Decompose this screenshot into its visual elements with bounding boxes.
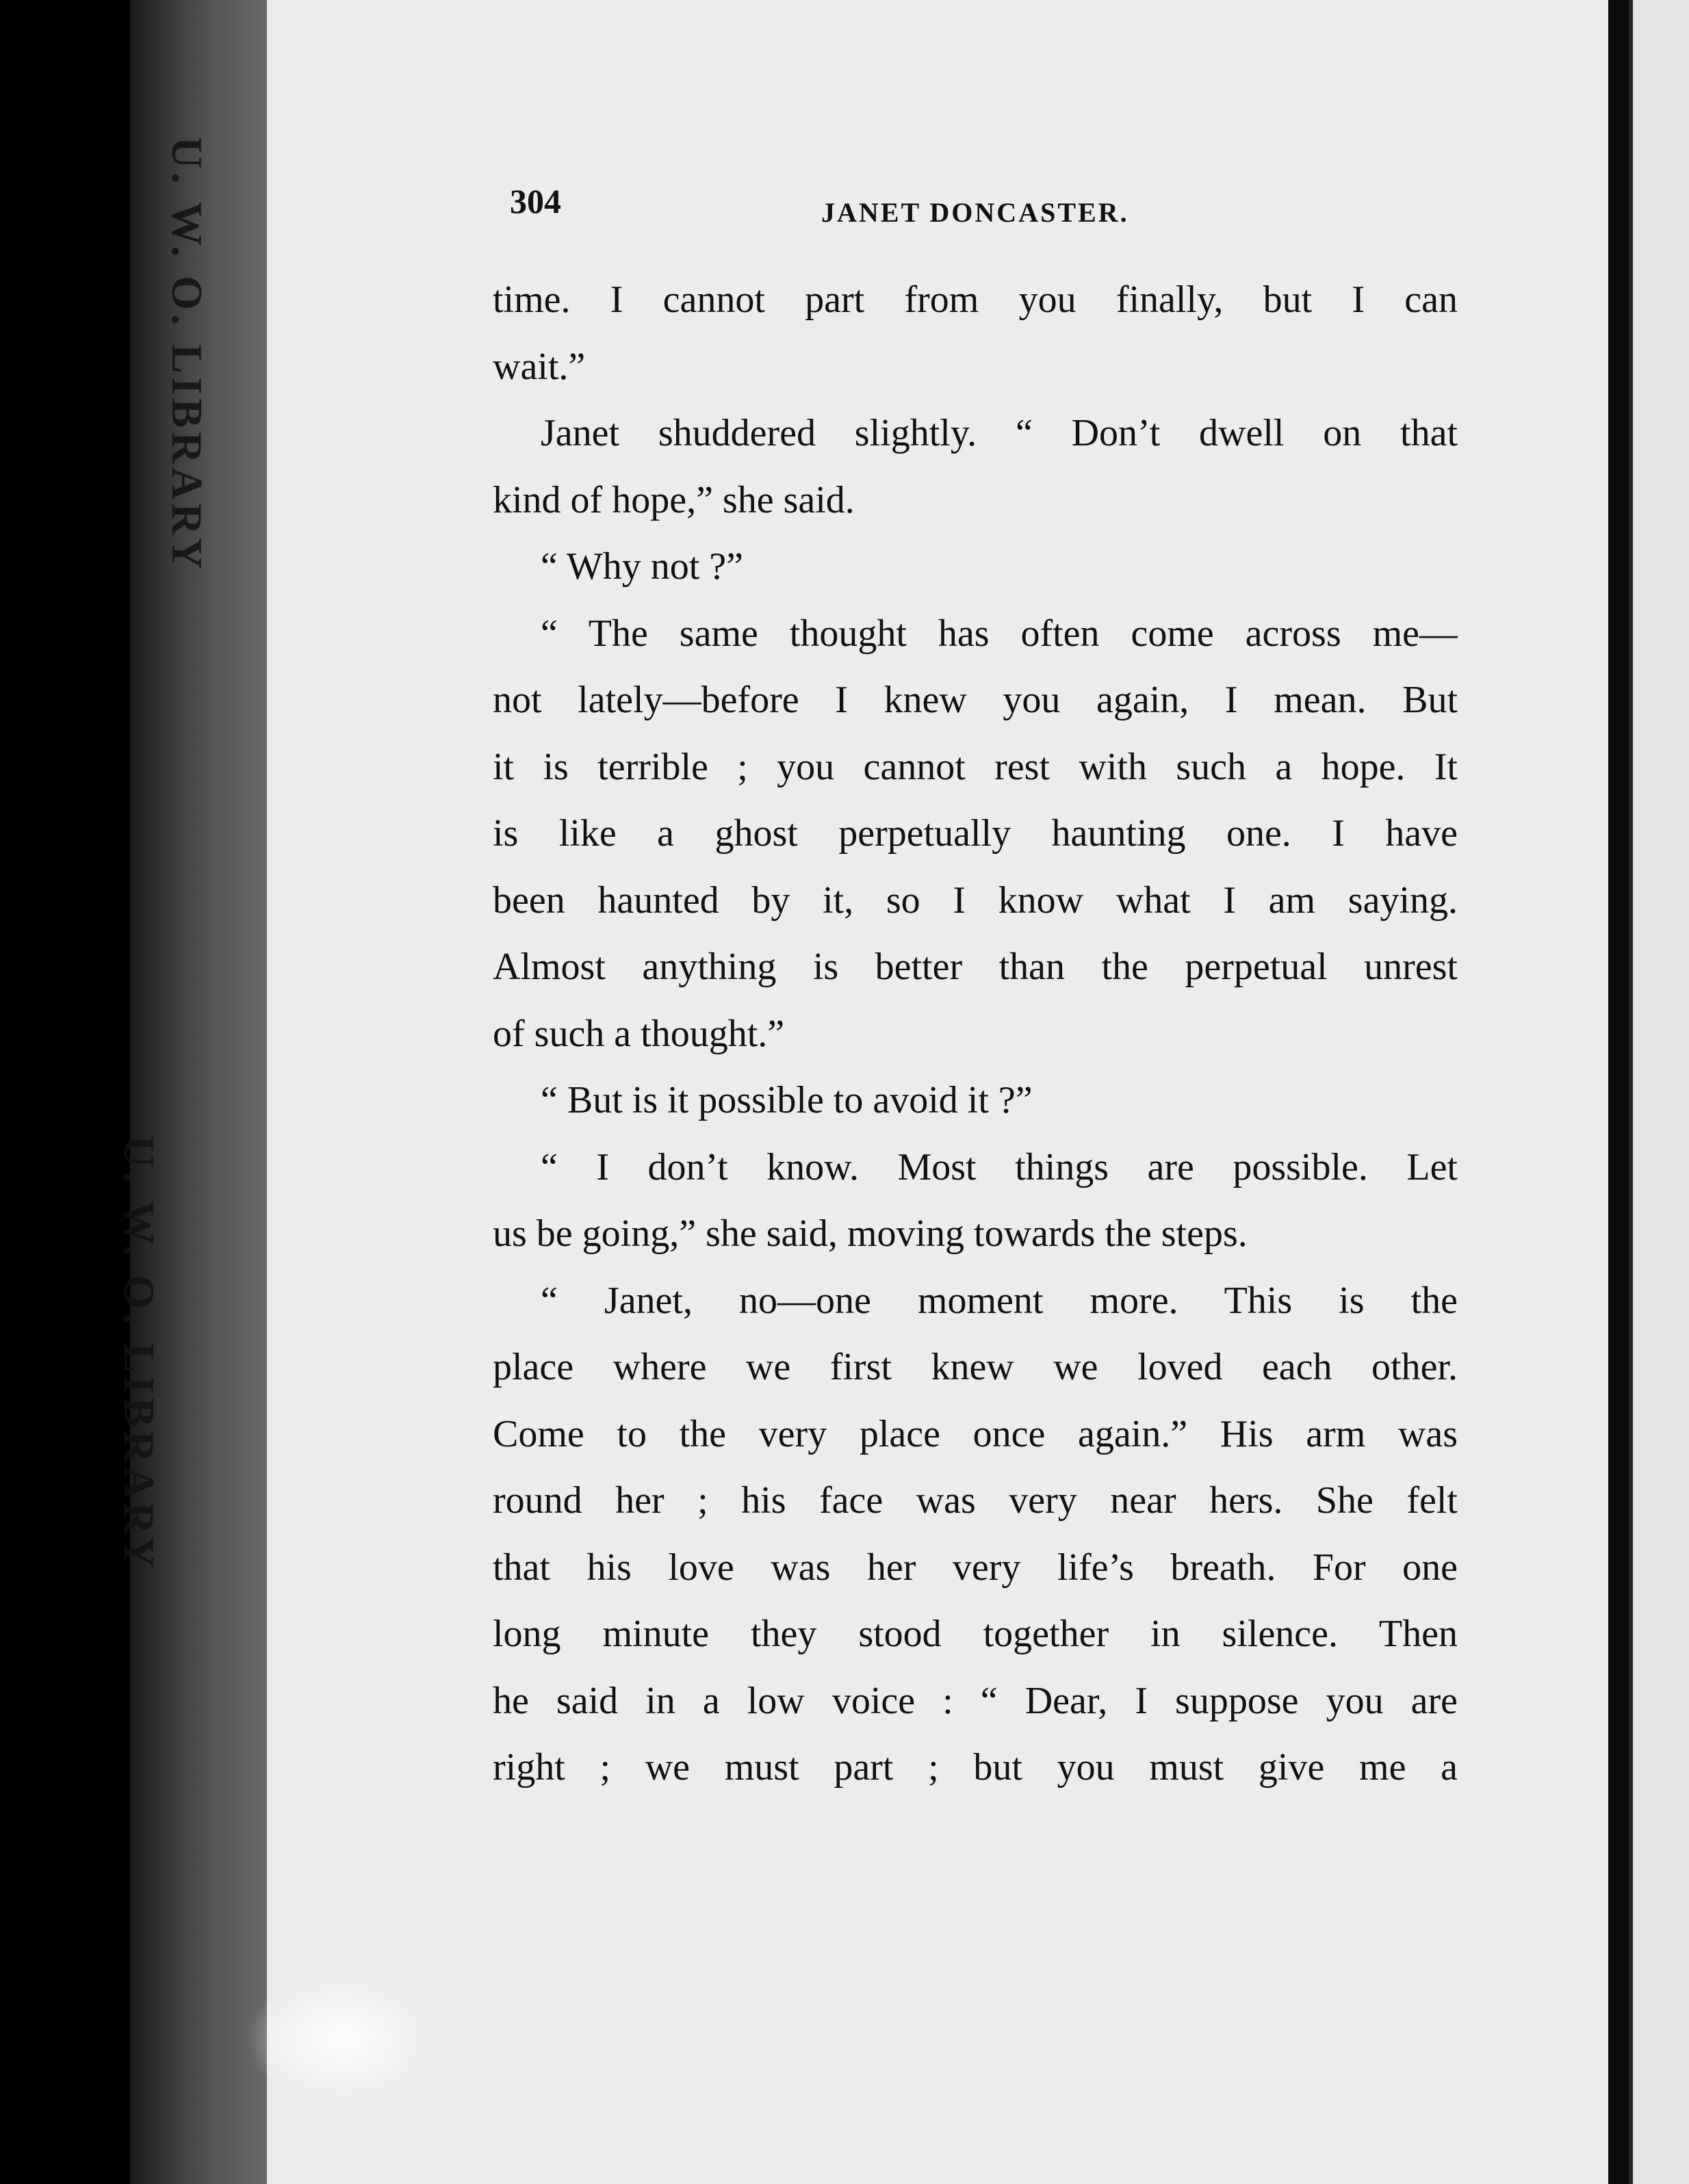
text-line: kind of hope,” she said. bbox=[493, 478, 855, 521]
text-line: “ The same thought has often come across me— bbox=[541, 612, 1458, 655]
text-line: is like a ghost perpetually haunting one. I have bbox=[493, 812, 1458, 855]
text-line: wait.” bbox=[493, 345, 586, 388]
library-stamp-bottom: U. W. O. LIBRARY bbox=[115, 1136, 164, 1572]
text-line: round her ; his face was very near hers. She felt bbox=[493, 1479, 1458, 1522]
text-line: place where we first knew we loved each other. bbox=[493, 1346, 1458, 1388]
text-line: us be going,” she said, moving towards the steps. bbox=[493, 1212, 1248, 1255]
text-line: long minute they stood together in silence. Then bbox=[493, 1613, 1458, 1655]
text-line: of such a thought.” bbox=[493, 1012, 785, 1055]
scan-left-margin bbox=[0, 0, 130, 2184]
adjacent-page-edge bbox=[1629, 0, 1689, 2184]
running-head: JANET DONCASTER. bbox=[821, 197, 1129, 228]
page-gutter-shadow bbox=[1608, 0, 1629, 2184]
text-line: “ But is it possible to avoid it ?” bbox=[541, 1079, 1033, 1121]
text-line: it is terrible ; you cannot rest with such a hope. It bbox=[493, 745, 1458, 788]
text-line: not lately—before I knew you again, I mean. But bbox=[493, 679, 1458, 721]
text-line: he said in a low voice : “ Dear, I suppose you are bbox=[493, 1679, 1458, 1722]
text-line: that his love was her very life’s breath. For one bbox=[493, 1546, 1458, 1589]
page-smudge bbox=[246, 1971, 438, 2107]
text-line: Come to the very place once again.” His arm was bbox=[493, 1412, 1458, 1455]
text-line: right ; we must part ; but you must give me a bbox=[493, 1746, 1458, 1789]
page-header bbox=[510, 181, 1454, 236]
text-line: “ Janet, no—one moment more. This is the bbox=[541, 1279, 1458, 1322]
body-text bbox=[493, 267, 1458, 1802]
page-number: 304 bbox=[510, 182, 561, 220]
text-line: been haunted by it, so I know what I am saying. bbox=[493, 879, 1458, 922]
text-line: Almost anything is better than the perpetual unrest bbox=[493, 946, 1458, 988]
text-line: Janet shuddered slightly. “ Don’t dwell on that bbox=[541, 412, 1458, 454]
text-line: “ I don’t know. Most things are possible. Let bbox=[541, 1145, 1458, 1188]
library-stamp-top: U. W. O. LIBRARY bbox=[163, 137, 211, 573]
text-line: “ Why not ?” bbox=[541, 545, 743, 588]
text-line: time. I cannot part from you finally, but I can bbox=[493, 278, 1458, 321]
